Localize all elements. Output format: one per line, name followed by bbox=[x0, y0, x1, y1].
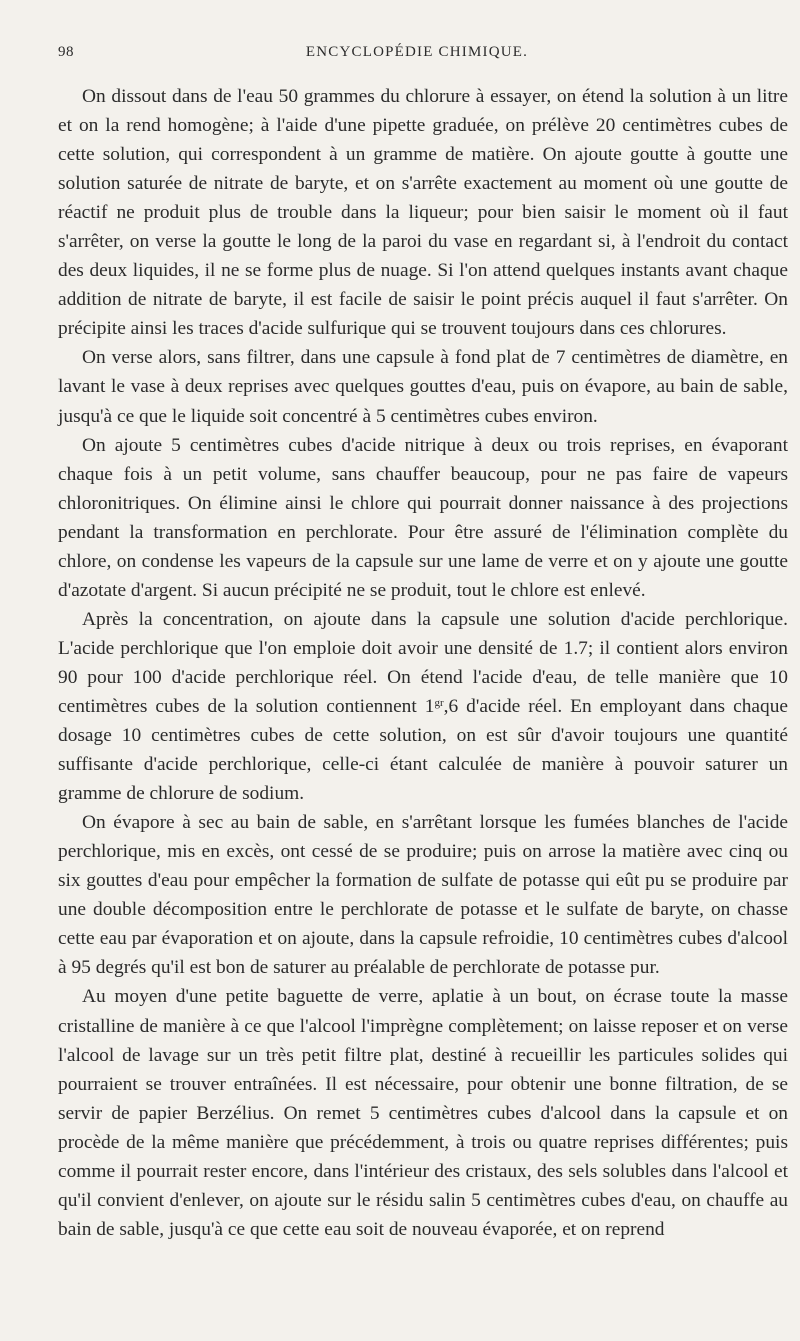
page-header bbox=[58, 44, 776, 68]
running-head: ENCYCLOPÉDIE CHIMIQUE. bbox=[305, 44, 529, 60]
paragraph-5: On évapore à sec au bain de sable, en s'arrêtant lorsque les fumées blanches de l'acide perchlorique, mis en excès, ont cessé de se produire; puis on arrose la matière avec cinq ou six gouttes d'eau pour empêcher la formation de sulfate de potasse qui eût pu se produire par une double décomposition entre le perchlorate de potasse et le sulfate de baryte, on chasse cette eau par évaporation et on ajoute, dans la capsule refroidie, 10 centimètres cubes d'alcool à 95 degrés qu'il est bon de saturer au préalable de perchlorate de potasse pur. bbox=[58, 812, 788, 979]
page-body bbox=[58, 82, 788, 1244]
paragraph-4 bbox=[58, 605, 788, 808]
paragraph-3: On ajoute 5 centimètres cubes d'acide nitrique à deux ou trois reprises, en évaporant chaque fois à un petit volume, sans chauffer beaucoup, pour ne pas faire de vapeurs chloronitriques. On élimine ainsi le chlore qui pourrait donner naissance à des projections pendant la transformation en perchlorate. Pour être assuré de l'élimination complète du chlore, on condense les vapeurs de la capsule sur une lame de verre et on y ajoute une goutte d'azotate d'argent. Si aucun précipité ne se produit, tout le chlore est enlevé. bbox=[58, 434, 788, 601]
paragraph-1: On dissout dans de l'eau 50 grammes du chlorure à essayer, on étend la solution à un litre et on la rend homogène; à l'aide d'une pipette graduée, on prélève 20 centimètres cubes de cette solution, qui correspondent à un gramme de matière. On ajoute goutte à goutte une solution saturée de nitrate de baryte, et on s'arrête exactement au moment où une goutte de réactif ne produit plus de trouble dans la liqueur; pour bien saisir le moment où il faut s'arrêter, on verse la goutte le long de la paroi du vase en regardant si, à l'endroit du contact des deux liquides, il ne se forme plus de nuage. Si l'on attend quelques instants avant chaque addition de nitrate de baryte, il est facile de saisir le point précis auquel il faut s'arrêter. On précipite ainsi les traces d'acide sulfurique qui se trouvent toujours dans ces chlorures. bbox=[58, 86, 788, 340]
page-number: 98 bbox=[58, 44, 74, 60]
paragraph-4-text-before: Après la concentration, on ajoute dans la capsule une solution d'acide perchlorique. L'acide perchlorique que l'on emploie doit avoir une densité de 1.7; il contient alors environ 90 pour 100 d'acide perchlorique réel. On étend l'acide d'eau, de telle manière que 10 centimètres cubes de la solution contiennent 1 bbox=[58, 608, 788, 717]
paragraph-6: Au moyen d'une petite baguette de verre, aplatie à un bout, on écrase toute la masse cristalline de manière à ce que l'alcool l'imprègne complètement; on laisse reposer et on verse l'alcool de lavage sur un très petit filtre plat, destiné à recueillir les particules solides qui pourraient se trouver entraînées. Il est nécessaire, pour obtenir une bonne filtration, de se servir de papier Berzélius. On remet 5 centimètres cubes d'alcool dans la capsule et on procède de la même manière que précédemment, à trois ou quatre reprises différentes; puis comme il pourrait rester encore, dans l'intérieur des cristaux, des sels solubles dans l'alcool et qu'il convient d'enlever, on ajoute sur le résidu salin 5 centimètres cubes d'eau, on chauffe au bain de sable, jusqu'à ce que cette eau soit de nouveau évaporée, et on reprend bbox=[58, 986, 788, 1240]
gram-unit-superscript: gr bbox=[434, 696, 444, 709]
paragraph-2: On verse alors, sans filtrer, dans une capsule à fond plat de 7 centimètres de diamètre, en lavant le vase à deux reprises avec quelques gouttes d'eau, puis on évapore, au bain de sable, jusqu'à ce que le liquide soit concentré à 5 centimètres cubes environ. bbox=[58, 347, 788, 427]
paragraph-4-text-after: ,6 d'acide réel. En employant dans chaque dosage 10 centimètres cubes de cette solution, on est sûr d'avoir toujours une quantité suffisante d'acide perchlorique, celle-ci étant calculée de manière à pouvoir saturer un gramme de chlorure de sodium. bbox=[58, 695, 788, 805]
